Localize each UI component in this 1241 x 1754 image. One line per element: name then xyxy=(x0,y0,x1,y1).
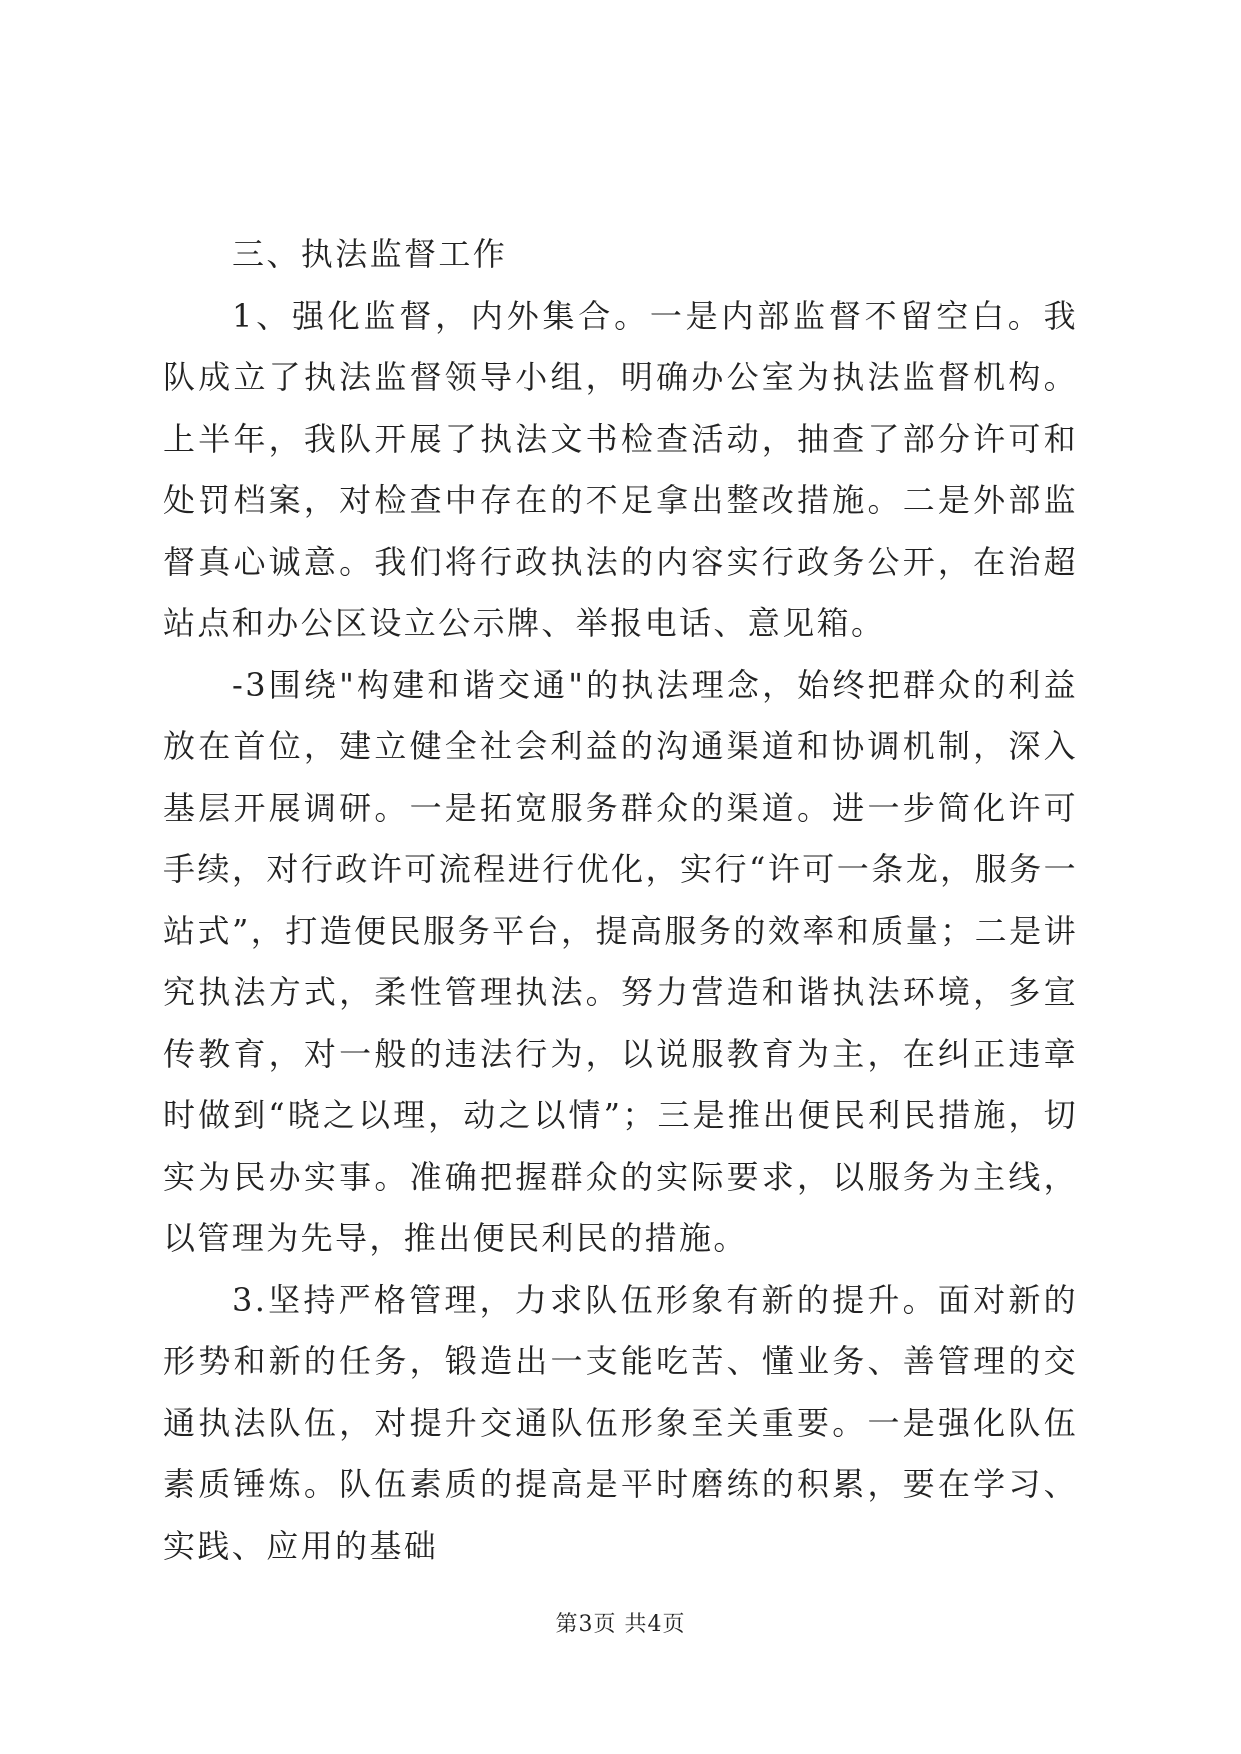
paragraph-supervision: 1、强化监督，内外集合。一是内部监督不留空白。我队成立了执法监督领导小组，明确办公室为执法监督机构。上半年，我队开展了执法文书检查活动，抽查了部分许可和处罚档案，对检查中存在的不足拿出整改措施。二是外部监督真心诚意。我们将行政执法的内容实行政务公开，在治超站点和办公区设立公示牌、举报电话、意见箱。 xyxy=(163,296,1078,642)
page-number-footer: 第3页 共4页 xyxy=(555,1612,686,1637)
paragraph-service: -3围绕"构建和谐交通"的执法理念，始终把群众的利益放在首位，建立健全社会利益的沟通渠道和协调机制，深入基层开展调研。一是拓宽服务群众的渠道。进一步简化许可手续，对行政许可流程进行优化，实行“许可一条龙，服务一站式”，打造便民服务平台，提高服务的效率和质量；二是讲究执法方式，柔性管理执法。努力营造和谐执法环境，多宣传教育，对一般的违法行为，以说服教育为主，在纠正违章时做到“晓之以理，动之以情”；三是推出便民利民措施，切实为民办实事。准确把握群众的实际要求，以服务为主线，以管理为先导，推出便民利民的措施。 xyxy=(163,665,1078,1257)
section-heading: 三、执法监督工作 xyxy=(232,235,508,273)
document-body xyxy=(163,224,1078,1577)
paragraph-management: 3.坚持严格管理，力求队伍形象有新的提升。面对新的形势和新的任务，锻造出一支能吃苦、懂业务、善管理的交通执法队伍，对提升交通队伍形象至关重要。一是强化队伍素质锤炼。队伍素质的提高是平时磨练的积累，要在学习、实践、应用的基础 xyxy=(163,1280,1078,1565)
